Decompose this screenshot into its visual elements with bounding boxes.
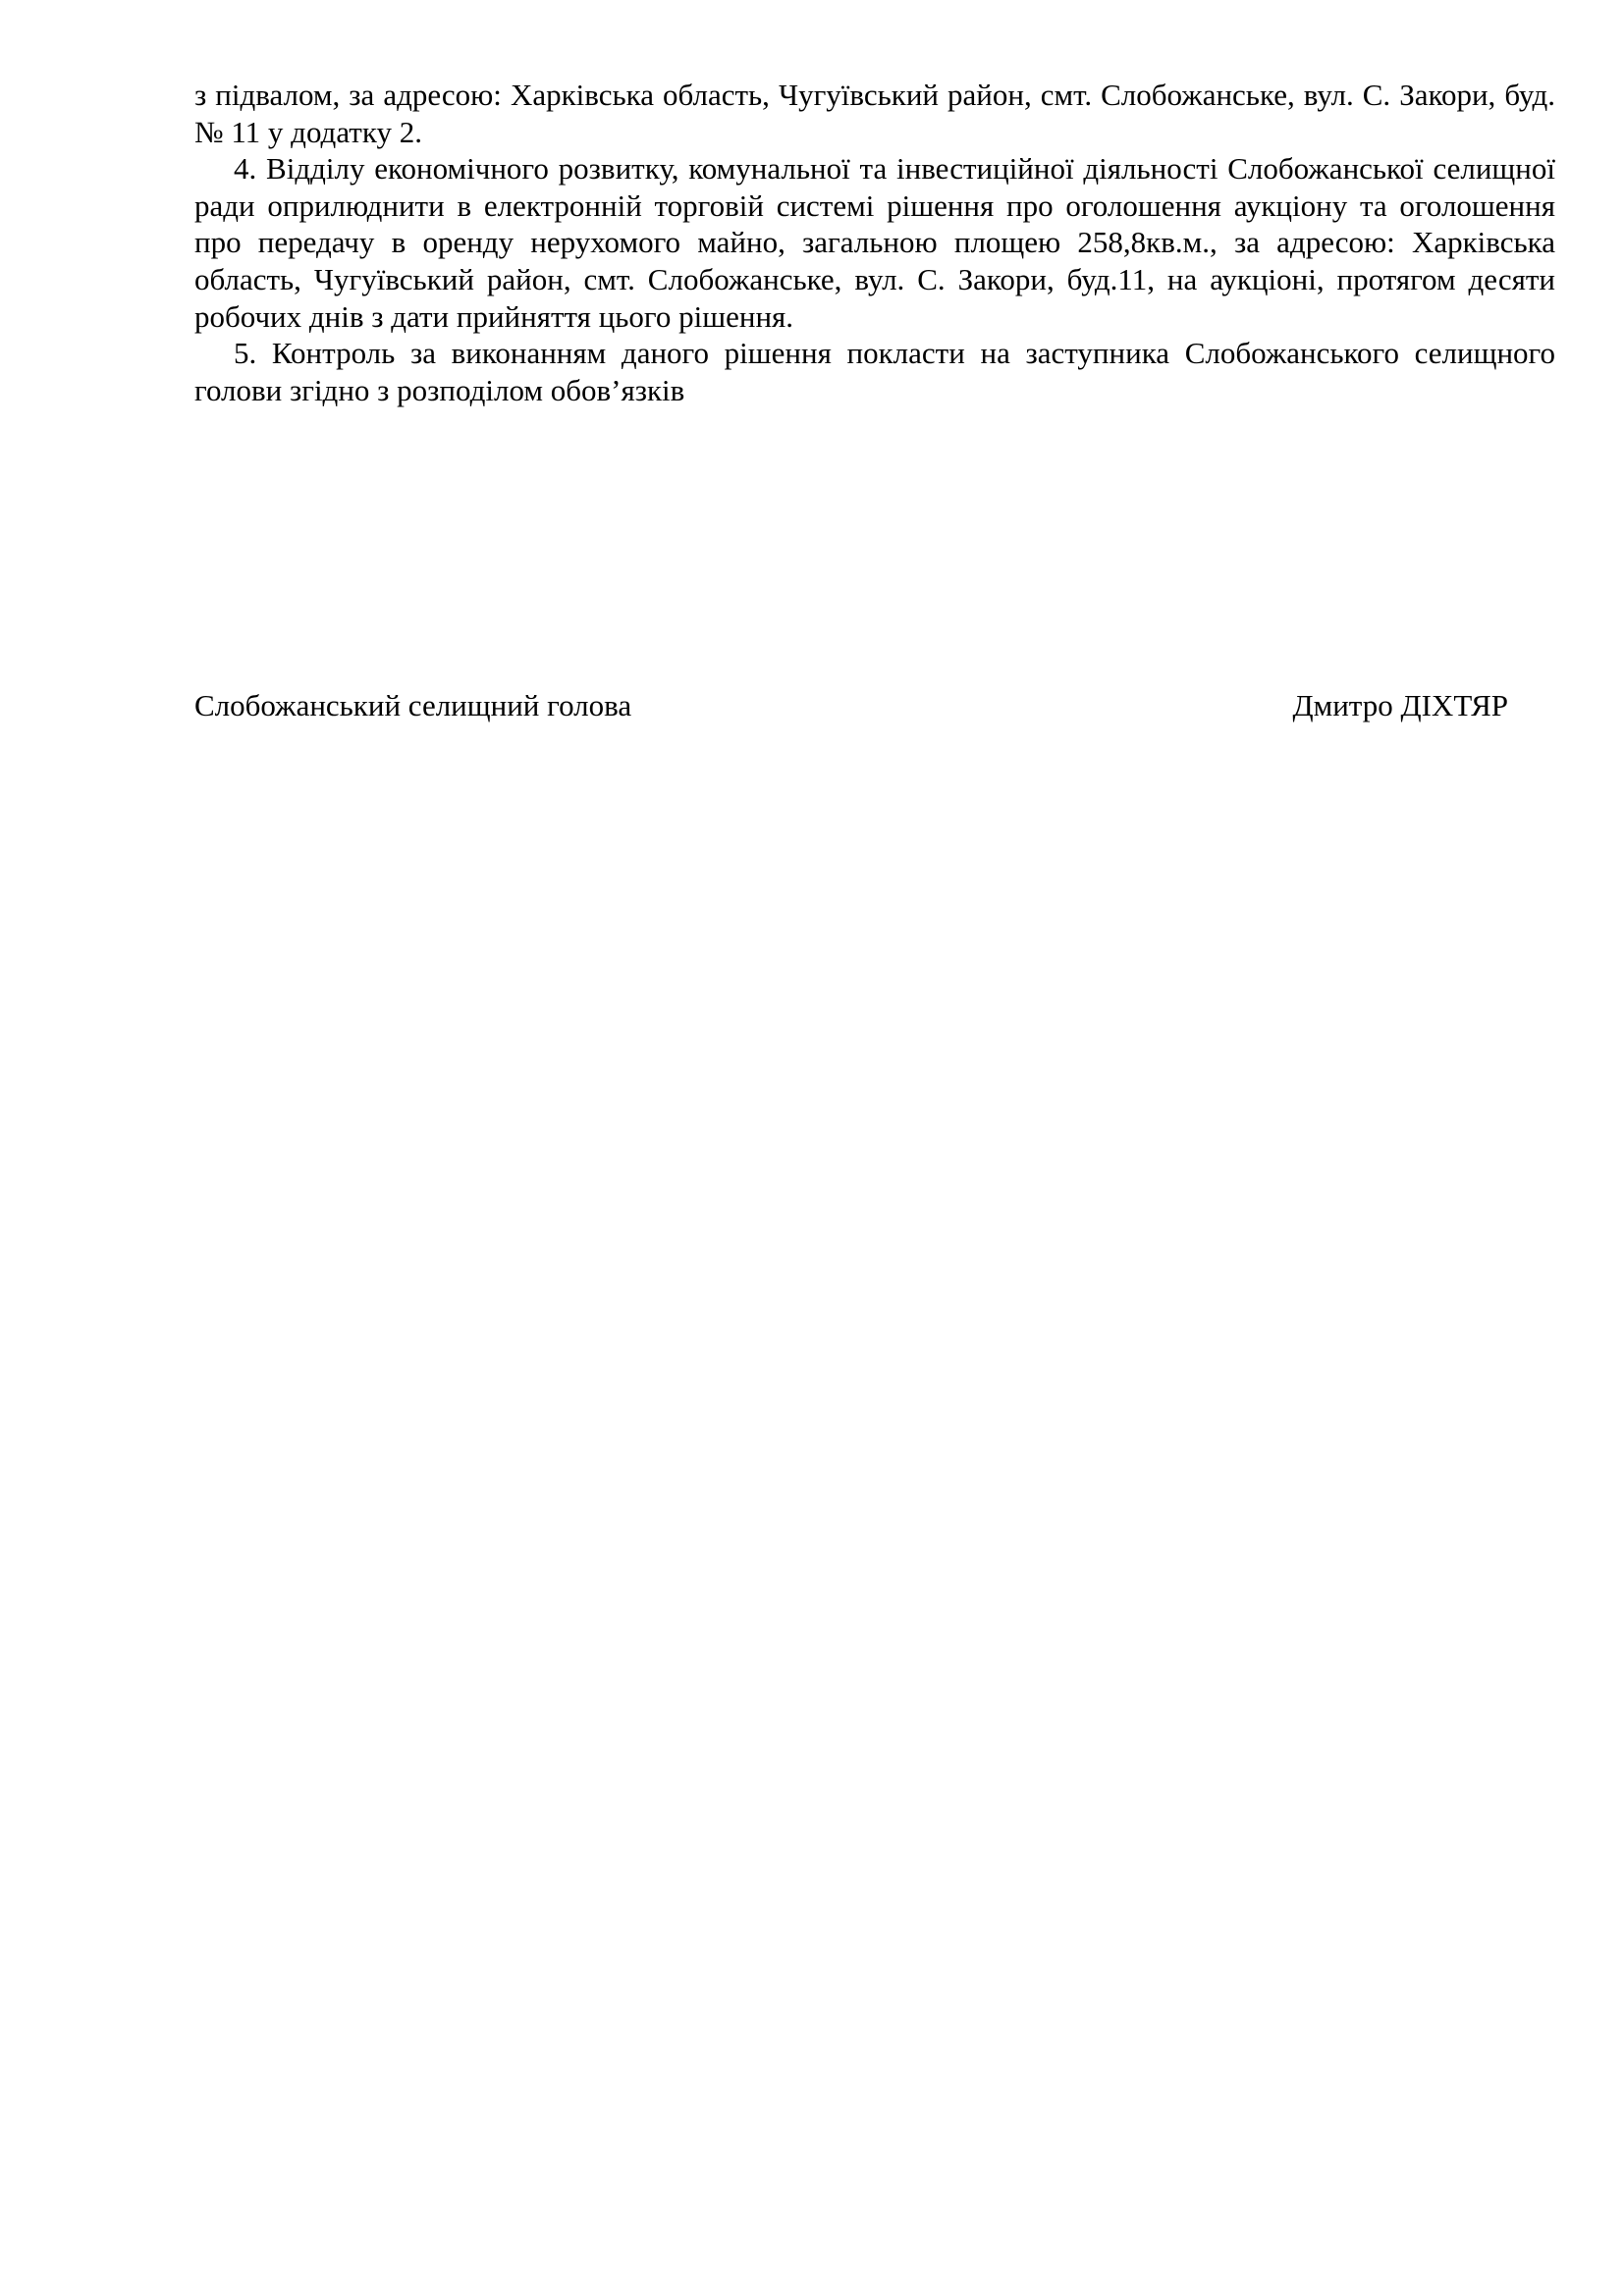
paragraph-item-5: 5. Контроль за виконанням даного рішення покласти на заступника Слобожанського селищного голови згідно з розподілом обов’язків <box>194 336 1555 407</box>
paragraph-item-4: 4. Відділу економічного розвитку, комунальної та інвестиційної діяльності Слобожанської селищної ради оприлюднити в електронній торговій системі рішення про оголошення аукціону та оголошення про передачу в оренду нерухомого майно, загальною площею 258,8кв.м., за адресою: Харківська область, Чугуївський район, смт. Слобожанське, вул. С. Закори, буд.11, на аукціоні, протягом десяти робочих днів з дати прийняття цього рішення. <box>194 151 1555 334</box>
signature-name: Дмитро ДІХТЯР <box>1292 688 1508 722</box>
paragraph-continuation: з підвалом, за адресою: Харківська область, Чугуївський район, смт. Слобожанське, вул. С. Закори, буд. № 11 у додатку 2. <box>194 78 1555 149</box>
document-body <box>194 77 1555 408</box>
signature-title: Слобожанський селищний голова <box>194 688 632 722</box>
